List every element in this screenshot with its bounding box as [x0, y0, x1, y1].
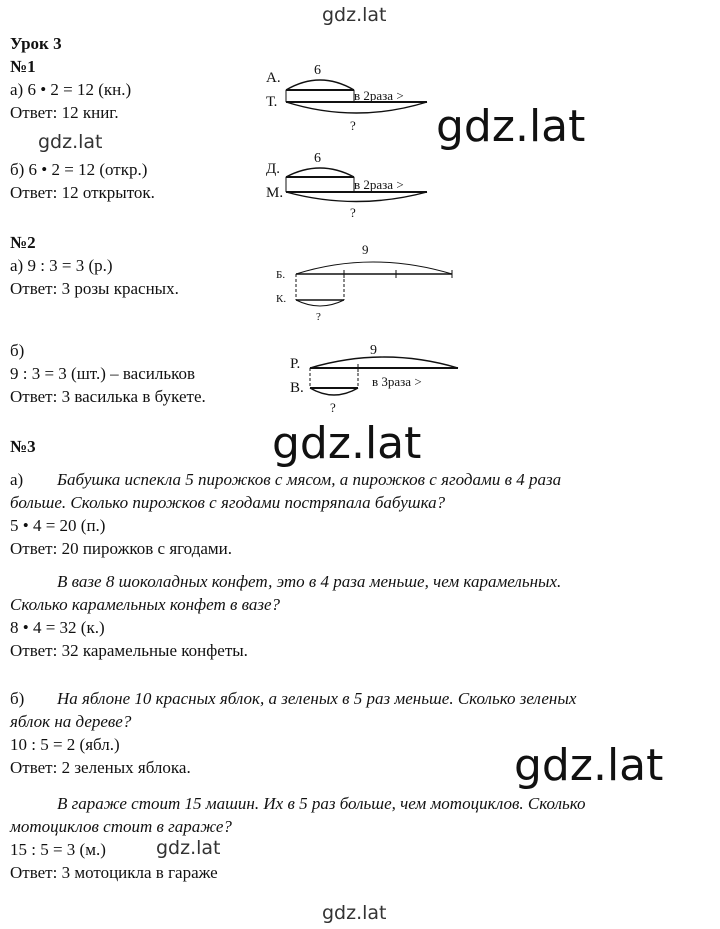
task1-heading: №1: [10, 57, 36, 76]
task3-a-label: а): [10, 470, 24, 489]
task3-b-problem-line1: На яблоне 10 красных яблок, а зеленых в 5 раз меньше. Сколько зеленых: [57, 689, 577, 708]
diagram-bottom-arc: [296, 300, 344, 306]
task3-b2-problem-line2: мотоциклов стоит в гараже?: [10, 817, 232, 836]
task1-a-diagram: [262, 58, 442, 136]
lesson-title: Урок 3: [10, 34, 62, 53]
task3-b-label: б): [10, 689, 25, 708]
task3-a2-problem-line1: В вазе 8 шоколадных конфет, это в 4 раза меньше, чем карамельных.: [57, 572, 562, 591]
diagram-top-arc: [310, 357, 458, 368]
task2-heading: №2: [10, 233, 36, 252]
diagram-value: 9: [362, 242, 369, 257]
task3-b2-expression: 15 : 5 = 3 (м.): [10, 840, 106, 859]
watermark-bottom: gdz.lat: [322, 902, 387, 924]
watermark-big-3: gdz.lat: [514, 740, 664, 791]
task2-b-expression: 9 : 3 = 3 (шт.) – васильков: [10, 364, 196, 383]
diagram-value: 6: [314, 63, 321, 78]
watermark-big-1: gdz.lat: [436, 101, 586, 152]
task3-a2-expression: 8 • 4 = 32 (к.): [10, 618, 105, 637]
task2-b-label: б): [10, 341, 25, 360]
task3-b-expression: 10 : 5 = 2 (ябл.): [10, 735, 120, 754]
watermark-big-2: gdz.lat: [272, 418, 422, 469]
task1-b-expression: б) 6 • 2 = 12 (откр.): [10, 160, 148, 179]
diagram-top-arc: [286, 80, 354, 90]
watermark-top: gdz.lat: [322, 4, 387, 26]
task2-b-diagram: [286, 340, 476, 414]
task3-a-problem-line2: больше. Сколько пирожков с ягодами постряпала бабушка?: [10, 493, 446, 512]
diagram-top-label: Б.: [276, 269, 286, 281]
task1-a-expression: а) 6 • 2 = 12 (кн.): [10, 80, 132, 99]
task2-a-expression: а) 9 : 3 = 3 (р.): [10, 256, 113, 275]
task2-a-diagram: [272, 240, 472, 322]
diagram-question: ?: [316, 311, 321, 323]
diagram-bottom-label: К.: [276, 293, 287, 305]
task1-b-diagram: [262, 147, 442, 219]
diagram-bottom-label: М.: [266, 185, 284, 201]
diagram-question: ?: [350, 205, 356, 220]
task3-b-problem-line2: яблок на дереве?: [10, 712, 132, 731]
watermark-small-2: gdz.lat: [156, 837, 221, 859]
task3-a2-answer: Ответ: 32 карамельные конфеты.: [10, 641, 248, 660]
diagram-note: в 2раза >: [354, 177, 404, 192]
diagram-top-label: А.: [266, 70, 281, 86]
task3-b-answer: Ответ: 2 зеленых яблока.: [10, 758, 191, 777]
task3-heading: №3: [10, 437, 36, 456]
diagram-value: 9: [370, 343, 377, 358]
diagram-question: ?: [330, 400, 336, 415]
task3-b2-problem-line1: В гараже стоит 15 машин. Их в 5 раз больше, чем мотоциклов. Сколько: [57, 794, 586, 813]
task3-a2-problem-line2: Сколько карамельных конфет в вазе?: [10, 595, 281, 614]
task3-b2-answer: Ответ: 3 мотоцикла в гараже: [10, 863, 218, 882]
diagram-top-label: Р.: [290, 356, 301, 372]
diagram-note: в 2раза >: [354, 88, 404, 103]
diagram-question: ?: [350, 118, 356, 133]
diagram-bottom-arc: [286, 102, 427, 113]
task2-b-answer: Ответ: 3 василька в букете.: [10, 387, 206, 406]
diagram-bottom-label: Т.: [266, 94, 278, 110]
diagram-top-arc: [296, 262, 452, 274]
task1-a-answer: Ответ: 12 книг.: [10, 103, 119, 122]
task2-a-answer: Ответ: 3 розы красных.: [10, 279, 179, 298]
task3-a-answer: Ответ: 20 пирожков с ягодами.: [10, 539, 232, 558]
task1-b-answer: Ответ: 12 открыток.: [10, 183, 155, 202]
diagram-bottom-label: В.: [290, 380, 304, 396]
diagram-bottom-arc: [286, 192, 427, 202]
task3-a-expression: 5 • 4 = 20 (п.): [10, 516, 106, 535]
diagram-note: в 3раза >: [372, 374, 422, 389]
task3-a-problem-line1: Бабушка испекла 5 пирожков с мясом, а пирожков с ягодами в 4 раза: [57, 470, 562, 489]
diagram-bottom-arc: [310, 388, 358, 395]
diagram-value: 6: [314, 151, 321, 166]
diagram-top-label: Д.: [266, 161, 280, 177]
diagram-top-arc: [286, 168, 354, 177]
watermark-small-1: gdz.lat: [38, 131, 103, 153]
